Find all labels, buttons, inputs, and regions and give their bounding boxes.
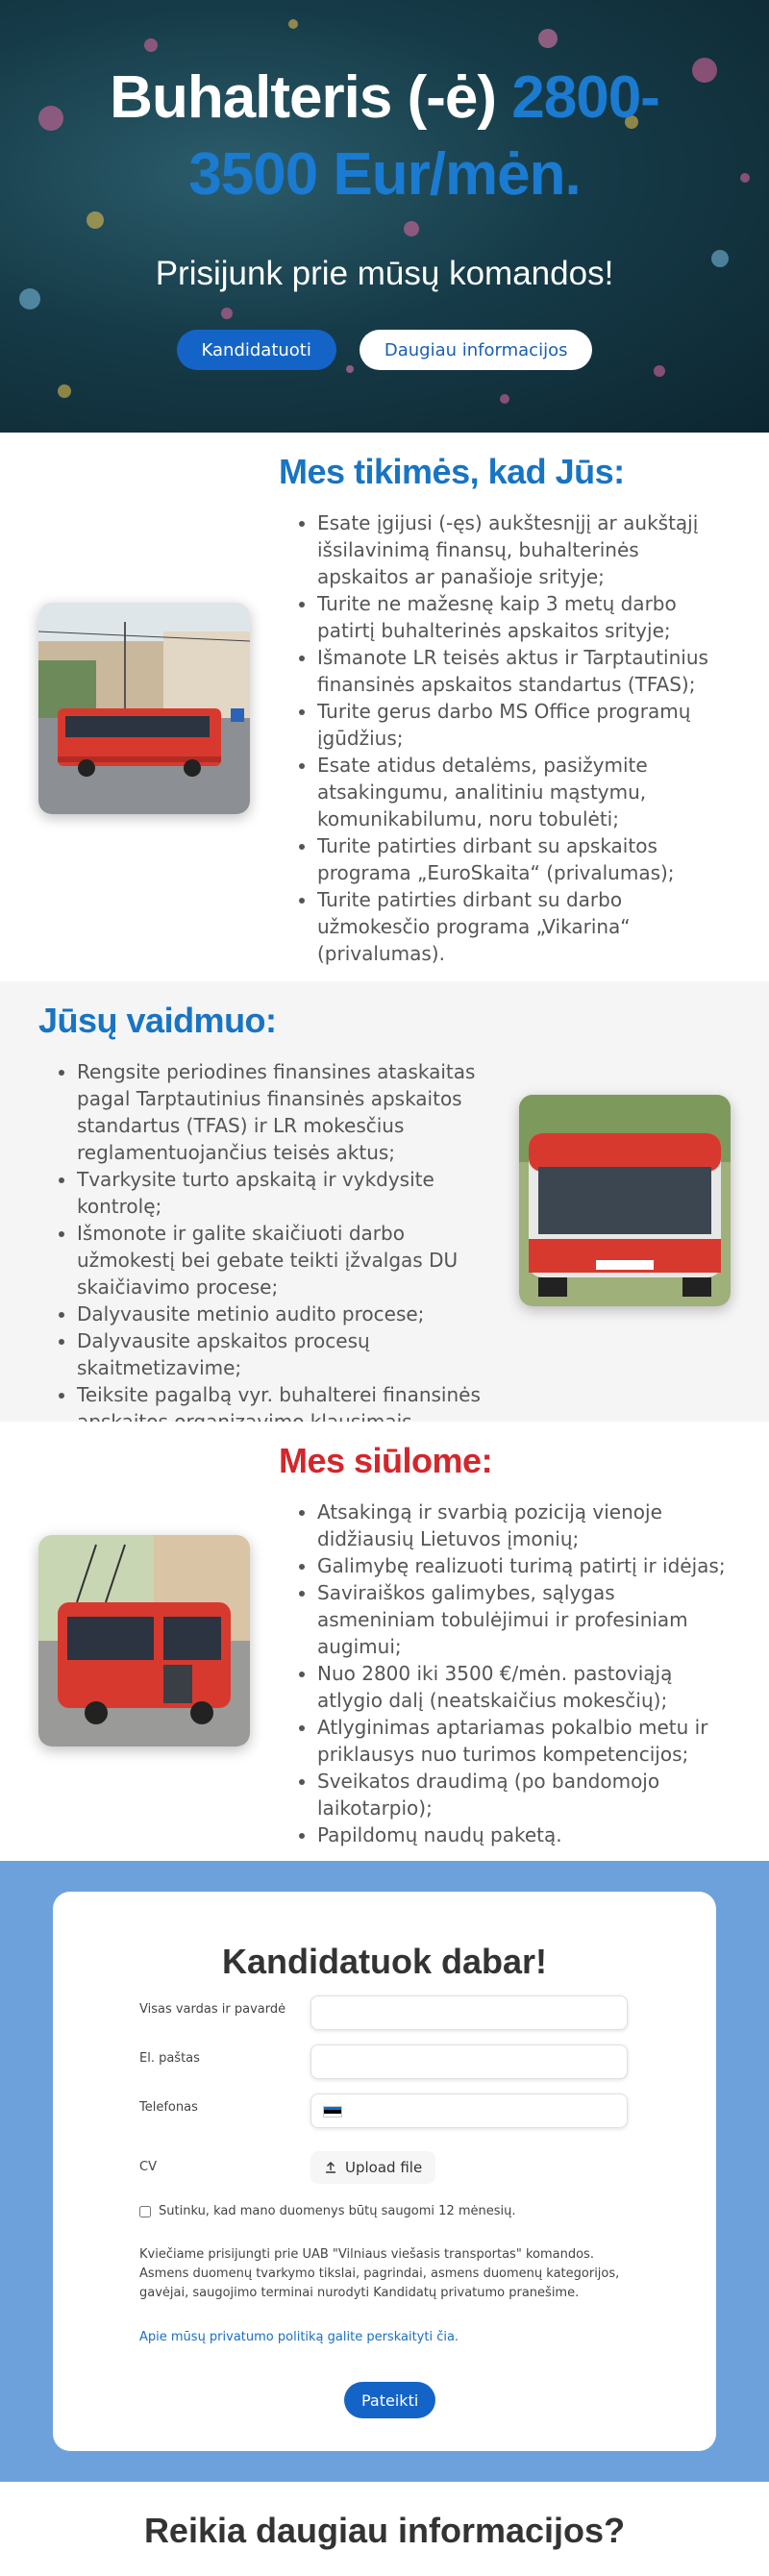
list-item: • Tvarkysite turto apskaitą ir vykdysite kontrolę; bbox=[77, 1166, 504, 1220]
expectations-section bbox=[0, 433, 769, 981]
offer-list bbox=[292, 1499, 730, 1848]
bus-photo-front bbox=[519, 1095, 731, 1306]
consent-row bbox=[139, 2204, 516, 2218]
expectations-list bbox=[292, 509, 730, 967]
hero-banner bbox=[0, 0, 769, 433]
upload-file-button[interactable] bbox=[310, 2151, 435, 2184]
more-info-button[interactable]: Daugiau informacijos bbox=[360, 330, 593, 370]
list-item: • Saviraiškos galimybes, sąlygas asmeniniam tobulėjimui ir profesiniam augimui; bbox=[317, 1579, 730, 1660]
cv-label: CV bbox=[139, 2160, 157, 2174]
list-item: • Nuo 2800 iki 3500 €/mėn. pastoviąją atlygio dalį (neatskaičius mokesčių); bbox=[317, 1660, 730, 1714]
privacy-info-text: Kviečiame prisijungti prie UAB "Vilniaus viešasis transportas" komandos. Asmens duomenų tvarkymo tikslai, pagrindai, asmens duomenų kategorijos, gavėjai, saugojimo terminai nurodyti Kandidatų privatumo pranešime. bbox=[139, 2247, 620, 2300]
apply-button[interactable]: Kandidatuoti bbox=[177, 330, 336, 370]
list-item: • Sveikatos draudimą (po bandomojo laikotarpio); bbox=[317, 1768, 730, 1821]
role-list bbox=[52, 1058, 504, 1435]
role-title: Jūsų vaidmuo: bbox=[38, 1001, 277, 1040]
list-item: • Dalyvausite apskaitos procesų skaitmetizavime; bbox=[77, 1327, 504, 1381]
upload-icon bbox=[324, 2161, 337, 2174]
list-item: • Išmonote ir galite skaičiuoti darbo užmokestį bei gebate teikti įžvalgas DU skaičiavimo procese; bbox=[77, 1220, 504, 1300]
upload-label: Upload file bbox=[345, 2159, 423, 2176]
bus-photo-side bbox=[38, 1535, 250, 1746]
role-section bbox=[0, 981, 769, 1422]
email-label: El. paštas bbox=[139, 2051, 200, 2066]
consent-label: Sutinku, kad mano duomenys būtų saugomi 12 mėnesių. bbox=[159, 2204, 516, 2218]
list-item: • Turite patirties dirbant su darbo užmokesčio programa „Vikarina“ (privalumas). bbox=[317, 886, 730, 967]
list-item: • Atlyginimas aptariamas pokalbio metu ir priklausys nuo turimos kompetencijos; bbox=[317, 1714, 730, 1768]
list-item: • Esate įgijusi (-ęs) aukštesnįjį ar aukštąjį išsilavinimą finansų, buhalterinės apskaitos ar panašioje srityje; bbox=[317, 509, 730, 590]
list-item: • Turite gerus darbo MS Office programų įgūdžius; bbox=[317, 698, 730, 752]
list-item: • Dalyvausite metinio audito procese; bbox=[77, 1300, 504, 1327]
more-info-title: Reikia daugiau informacijos? bbox=[143, 2511, 626, 2550]
list-item: • Teiksite pagalbą vyr. buhalterei finansinės bbox=[77, 1381, 504, 1435]
list-item: • Esate atidus detalėms, pasižymite atsakingumu, analitiniu mąstymu, komunikabilumu, noru tobulėti; bbox=[317, 752, 730, 832]
full-name-field[interactable] bbox=[310, 1995, 628, 2030]
consent-checkbox[interactable] bbox=[139, 2206, 151, 2217]
offer-section bbox=[0, 1422, 769, 1861]
list-item: • Atsakingą ir svarbią poziciją vienoje didžiausių Lietuvos įmonių; bbox=[317, 1499, 730, 1552]
application-section bbox=[0, 1861, 769, 2482]
hero-subtitle: Prisijunk prie mūsų komandos! bbox=[155, 255, 614, 292]
hero-title bbox=[58, 60, 711, 213]
list-item: • Išmanote LR teisės aktus ir Tarptautinius finansinės apskaitos standartus (TFAS); bbox=[317, 644, 730, 698]
submit-button[interactable]: Pateikti bbox=[344, 2382, 435, 2418]
privacy-policy-link[interactable]: Apie mūsų privatumo politiką galite perskaityti čia. bbox=[139, 2330, 459, 2344]
bus-photo-street bbox=[38, 603, 250, 814]
hero-title-main: Buhalteris (-ė) bbox=[110, 64, 497, 131]
offer-title: Mes siūlome: bbox=[279, 1441, 493, 1480]
list-item: • Galimybę realizuoti turimą patirtį ir idėjas; bbox=[317, 1552, 730, 1579]
phone-label: Telefonas bbox=[139, 2100, 198, 2115]
expectations-title: Mes tikimės, kad Jūs: bbox=[279, 452, 625, 491]
list-item: • Papildomų naudų paketą. bbox=[317, 1821, 730, 1848]
phone-field[interactable] bbox=[310, 2093, 628, 2128]
hero-title-salary-end: 3500 Eur/mėn. bbox=[188, 141, 581, 208]
hero-buttons bbox=[0, 330, 769, 370]
estonia-flag-icon[interactable] bbox=[323, 2106, 342, 2118]
name-label: Visas vardas ir pavardė bbox=[139, 2002, 286, 2017]
hero-title-salary-start: 2800- bbox=[511, 64, 659, 131]
form-title: Kandidatuok dabar! bbox=[221, 1942, 548, 1981]
application-form bbox=[53, 1892, 716, 2451]
list-item: • Rengsite periodines finansines ataskaitas pagal Tarptautinius finansinės apskaitos standartus (TFAS) ir LR mokesčius reglamentuojančius teisės aktus; bbox=[77, 1058, 504, 1166]
list-item: • Turite ne mažesnę kaip 3 metų darbo patirtį buhalterinės apskaitos srityje; bbox=[317, 590, 730, 644]
email-field[interactable] bbox=[310, 2044, 628, 2079]
list-item: • Turite patirties dirbant su apskaitos programa „EuroSkaita“ (privalumas); bbox=[317, 832, 730, 886]
